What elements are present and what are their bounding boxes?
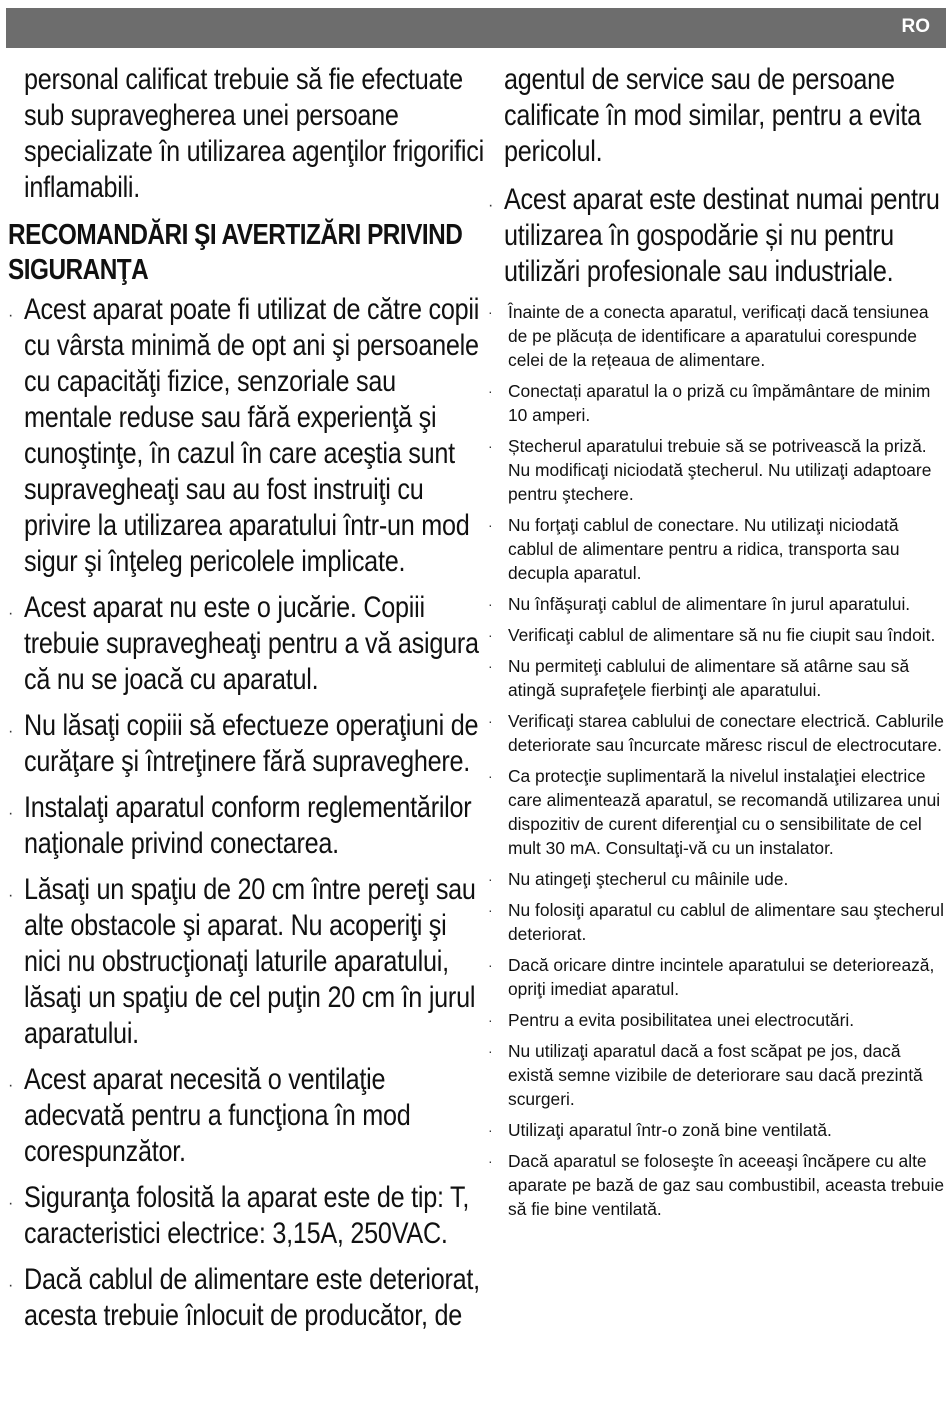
bullet-icon: ·: [488, 768, 493, 784]
list-item: [8, 590, 479, 698]
right-intro-text: agentul de service sau de persoane calificate în mod similar, pentru a evita pericolul.: [504, 63, 921, 168]
header-bar: [6, 8, 946, 48]
right-small-bullet-list: [488, 300, 944, 1221]
list-item: [488, 654, 944, 702]
bullet-icon: ·: [488, 902, 493, 918]
list-item: [488, 1039, 944, 1111]
list-item-text: Acest aparat nu este o jucărie. Copiii trebuie supravegheaţi pentru a vă asigura că nu se joacă cu aparatul.: [24, 591, 479, 696]
list-item-text: Nu folosiţi aparatul cu cablul de alimentare sau ştecherul deteriorat.: [508, 900, 944, 944]
list-item: [488, 379, 944, 427]
left-intro-text: personal calificat trebuie să fie efectuate sub supravegherea unei persoane specializate în utilizarea agenţilor frigorifici inflamabili.: [24, 63, 484, 204]
right-column: [488, 62, 944, 1228]
bullet-icon: ·: [8, 605, 14, 622]
bullet-icon: ·: [488, 517, 493, 533]
bullet-icon: ·: [488, 871, 493, 887]
left-column: [8, 62, 484, 1344]
section-heading-text: RECOMANDĂRI ŞI AVERTIZĂRI PRIVIND SIGURANŢA: [8, 219, 463, 286]
list-item-text: Dacă cablul de alimentare este deteriorat, acesta trebuie înlocuit de producător, de: [24, 1263, 480, 1332]
language-label: RO: [901, 16, 930, 37]
list-item: [488, 1008, 944, 1032]
bullet-icon: ·: [488, 304, 493, 320]
list-item-text: Înainte de a conecta aparatul, verificați dacă tensiunea de pe plăcuța de identificare a aparatului corespunde celei de la rețeaua de alimentare.: [508, 302, 929, 370]
list-item: [8, 708, 479, 780]
list-item: [488, 434, 944, 506]
bullet-icon: ·: [8, 887, 14, 904]
list-item: [488, 623, 944, 647]
list-item: [8, 292, 480, 580]
list-item: [8, 1062, 470, 1170]
bullet-icon: ·: [8, 723, 14, 740]
list-item: [488, 1118, 944, 1142]
list-item: [488, 764, 944, 860]
bullet-icon: ·: [8, 1077, 14, 1094]
list-item: [488, 953, 944, 1001]
bullet-icon: ·: [488, 383, 493, 399]
list-item: [488, 182, 944, 290]
bullet-icon: ·: [488, 1043, 493, 1059]
list-item: [488, 1149, 944, 1221]
list-item: [488, 513, 944, 585]
left-intro-paragraph: [24, 62, 484, 206]
list-item: [488, 898, 944, 946]
list-item-text: Acest aparat poate fi utilizat de către copii cu vârsta minimă de opt ani şi persoanele cu capacităţi fizice, senzoriale sau mentale reduse sau fără experienţă şi cunoştinţe, în cazul în care aceştia sunt supravegheaţi sau au fost instruiţi cu privire la utilizarea aparatului într-un mod sigur şi înţeleg pericolele implicate.: [24, 293, 480, 578]
bullet-icon: ·: [488, 627, 493, 643]
list-item-text: Verificaţi cablul de alimentare să nu fie ciupit sau îndoit.: [508, 625, 936, 645]
list-item-text: Lăsaţi un spaţiu de 20 cm între pereţi sau alte obstacole şi aparat. Nu acoperiţi şi nici nu obstrucţionaţi laturile aparatului, lăsaţi un spaţiu de cel puţin 20 cm în jurul aparatului.: [24, 873, 476, 1050]
list-item-text: Acest aparat necesită o ventilaţie adecvată pentru a funcţiona în mod corespunzător.: [24, 1063, 411, 1168]
list-item: [488, 867, 944, 891]
list-item-text: Nu forţaţi cablul de conectare. Nu utilizaţi niciodată cablul de alimentare pentru a ridica, transporta sau decupla aparatul.: [508, 515, 900, 583]
bullet-icon: ·: [488, 1012, 493, 1028]
right-large-bullet-list: [488, 182, 944, 290]
list-item: [8, 1180, 470, 1252]
list-item-text: Nu permiteţi cablului de alimentare să atârne sau să atingă suprafeţele fierbinţi ale aparatului.: [508, 656, 910, 700]
bullet-icon: ·: [488, 438, 493, 454]
list-item-text: Dacă aparatul se foloseşte în aceeaşi încăpere cu alte aparate pe bază de gaz sau combustibil, aceasta trebuie să fie bine ventilată.: [508, 1151, 945, 1219]
bullet-icon: ·: [488, 658, 493, 674]
bullet-icon: ·: [8, 307, 14, 324]
list-item: [8, 872, 476, 1052]
list-item-text: Conectați aparatul la o priză cu împământare de minim 10 amperi.: [508, 381, 931, 425]
list-item-text: Nu atingeţi ştecherul cu mâinile ude.: [508, 869, 789, 889]
list-item-text: Instalaţi aparatul conform reglementărilor naţionale privind conectarea.: [24, 791, 472, 860]
list-item-text: Pentru a evita posibilitatea unei electrocutări.: [508, 1010, 855, 1030]
bullet-icon: ·: [488, 1153, 493, 1169]
left-bullet-list: [8, 292, 480, 1334]
list-item-text: Acest aparat este destinat numai pentru utilizarea în gospodărie și nu pentru utilizări profesionale sau industriale.: [504, 183, 940, 288]
list-item-text: Verificaţi starea cablului de conectare electrică. Cablurile deteriorate sau încurcate măresc riscul de electrocutare.: [508, 711, 944, 755]
bullet-icon: ·: [488, 957, 493, 973]
list-item: [8, 1262, 480, 1334]
list-item-text: Nu lăsaţi copiii să efectueze operaţiuni de curăţare şi întreţinere fără supraveghere.: [24, 709, 479, 778]
list-item: [488, 709, 944, 757]
list-item: [488, 300, 944, 372]
section-heading: [8, 218, 470, 288]
bullet-icon: ·: [488, 197, 494, 214]
list-item-text: Ștecherul aparatului trebuie să se potrivească la priză. Nu modificaţi niciodată ştecherul. Nu utilizaţi adaptoare pentru ştechere.: [508, 436, 932, 504]
right-intro-paragraph: [504, 62, 944, 170]
list-item-text: Utilizaţi aparatul într-o zonă bine ventilată.: [508, 1120, 832, 1140]
list-item-text: Nu utilizaţi aparatul dacă a fost scăpat pe jos, dacă există semne vizibile de deteriorare sau dacă prezintă scurgeri.: [508, 1041, 923, 1109]
bullet-icon: ·: [8, 805, 14, 822]
list-item-text: Siguranţa folosită la aparat este de tip: T, caracteristici electrice: 3,15A, 250VAC.: [24, 1181, 470, 1250]
list-item: [8, 790, 470, 862]
bullet-icon: ·: [8, 1277, 14, 1294]
list-item: [488, 592, 944, 616]
bullet-icon: ·: [488, 713, 493, 729]
list-item-text: Ca protecţie suplimentară la nivelul instalaţiei electrice care alimentează aparatul, se recomandă utilizarea unui dispozitiv de curent diferenţial cu o sensibilitate de cel mult 30 mA. Consultaţi-vă cu un instalator.: [508, 766, 941, 858]
bullet-icon: ·: [8, 1195, 14, 1212]
bullet-icon: ·: [488, 596, 493, 612]
list-item-text: Dacă oricare dintre incintele aparatului se deteriorează, opriţi imediat aparatul.: [508, 955, 935, 999]
list-item-text: Nu înfăşuraţi cablul de alimentare în jurul aparatului.: [508, 594, 911, 614]
bullet-icon: ·: [488, 1122, 493, 1138]
